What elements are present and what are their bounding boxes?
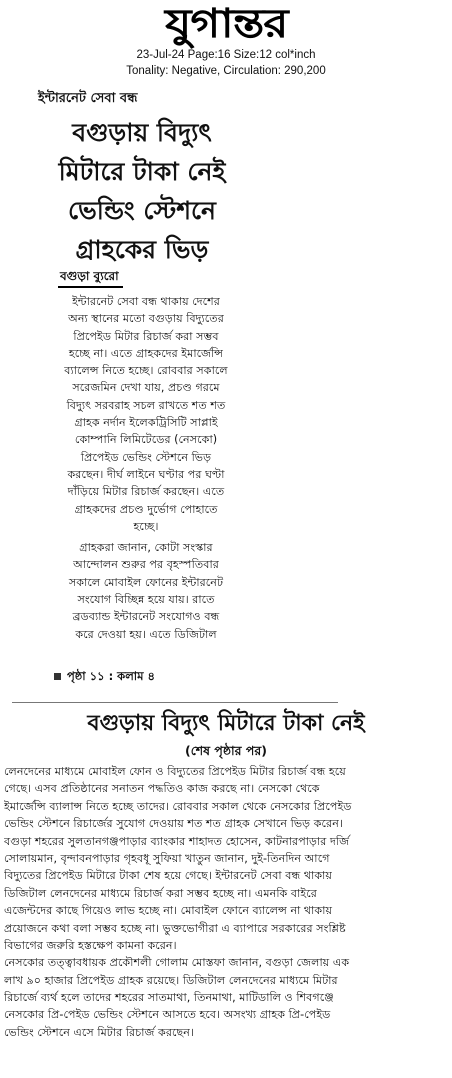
body-line: বিদ্যুৎ সরবরাহ সচল রাখতে শত শত — [66, 398, 226, 412]
body-line: বিভাগের জরুরি হস্তক্ষেপ কামনা করেন। — [4, 938, 177, 952]
continuation-note — [54, 668, 155, 684]
continuation-headline: বগুড়ায় বিদ্যুৎ মিটারে টাকা নেই — [87, 711, 365, 736]
body-line: ইমার্জেন্সি ব্যালান্স নিতে হচ্ছে তাদের। রোববার সকাল থেকে নেসকোর প্রিপেইড — [4, 799, 352, 813]
body-line: গেছে। এসব প্রতিষ্ঠানের সনাতন পদ্ধতিও কাজ করছে না। নেসকো থেকে — [4, 782, 320, 796]
body-line: নেসকোর প্রি-পেইড ভেন্ডিং স্টেশনে আসতে হবে। অসংখ্য গ্রাহক প্রি-পেইড — [4, 1008, 331, 1022]
body-line: প্রিপেইড ভেন্ডিং স্টেশনে ভিড় — [80, 450, 212, 464]
headline-line: গ্রাহকের ভিড় — [75, 235, 209, 264]
article-front-page-clip — [12, 82, 338, 703]
body-line: করছেন। দীর্ঘ লাইনে ঘণ্টার পর ঘণ্টা — [67, 467, 225, 481]
body-line: লাখ ৯০ হাজার প্রিপেইড গ্রাহক রয়েছে। ডিজিটাল লেনদেনের মাধ্যমে মিটার — [4, 973, 338, 987]
body-line: সরেজমিন দেখা যায়, প্রচণ্ড গরমে — [72, 381, 220, 395]
body-line: ব্যালেন্স নিতে হচ্ছে। রোববার সকালে — [64, 364, 228, 378]
body-line: বগুড়া শহরের সুলতানগঞ্জপাড়ার ব্যাংকার শাহাদত হোসেন, কাটনারপাড়ার দর্জি — [4, 834, 350, 848]
body-line: গ্রাহকদের প্রচণ্ড দুর্ভোগ পোহাতে — [74, 502, 218, 516]
body-line: ভেন্ডিং স্টেশনে এসে মিটার রিচার্জ করছেন। — [4, 1025, 194, 1039]
article-continuation-clip — [4, 708, 448, 1041]
body-line: ডিজিটাল লেনদেনের মাধ্যমে রিচার্জ করা সম্ভব হচ্ছে না। এমনকি বাইরে — [4, 886, 317, 900]
clip-meta-line-2: Tonality: Negative, Circulation: 290,200 — [126, 65, 326, 77]
body-line: দাঁড়িয়ে মিটার রিচার্জ করছেন। এতে — [67, 485, 225, 499]
body-line: প্রয়োজনে কথা বলা সম্ভব হচ্ছে না। ভুক্তভোগীরা এ ব্যাপারে সরকারের সংশ্লিষ্ট — [4, 921, 346, 935]
continuation-subhead: (শেষ পৃষ্ঠার পর) — [185, 743, 267, 758]
body-line: হচ্ছে। — [133, 519, 159, 533]
body-line: সংযোগ বিচ্ছিন্ন হয়ে যায়। রাতে — [77, 593, 215, 607]
body-line: অন্য স্থানের মতো বগুড়ায় বিদ্যুতের — [68, 312, 224, 326]
article-body — [18, 293, 274, 643]
article-dateline: বগুড়া ব্যুরো — [58, 268, 123, 288]
body-line: প্রিপেইড মিটার রিচার্জ করা সম্ভব — [73, 329, 219, 343]
body-line: ইন্টারনেট সেবা বন্ধ থাকায় দেশের — [72, 295, 220, 308]
headline-line: ভেন্ডিং স্টেশনে — [68, 196, 216, 225]
body-line: বিদ্যুতের প্রিপেইড মিটারে টাকা শেষ হয়ে গেছে। ইন্টারনেট সেবা বন্ধ থাকায় — [4, 869, 333, 883]
bullet-square-icon — [54, 673, 61, 680]
article-kicker: ইন্টারনেট সেবা বন্ধ — [38, 91, 138, 106]
body-line: আন্দোলন শুরুর পর বৃহস্পতিবার — [73, 558, 219, 572]
body-line: হচ্ছে না। এতে গ্রাহকদের ইমার্জেন্সি — [68, 346, 224, 360]
body-line: সকালে মোবাইল ফোনের ইন্টারনেট — [68, 575, 224, 589]
masthead-logo: যুগান্তর — [164, 0, 288, 47]
body-line: করে দেওয়া হয়। এতে ডিজিটাল — [75, 627, 217, 641]
newspaper-masthead — [0, 2, 452, 46]
body-line: রিচার্জে ব্যর্থ হলে তাদের শহরের সাতমাথা, তিনমাথা, মাটিডালি ও শিবগঞ্জে — [4, 991, 334, 1005]
headline-line: বগুড়ায় বিদ্যুৎ — [72, 118, 212, 147]
body-line: সোলায়মান, বৃন্দাবনপাড়ার গৃহবধূ সুফিয়া খাতুন জানান, দুই-তিনদিন আগে — [4, 851, 330, 865]
body-line: লেনদেনের মাধ্যমে মোবাইল ফোন ও বিদ্যুতের প্রিপেইড মিটার রিচার্জ বন্ধ হয়ে — [4, 765, 346, 778]
continuation-body — [4, 763, 448, 1041]
body-line: এজেন্টদের কাছে গিয়েও লাভ হচ্ছে না। মোবাইল ফোনে ব্যালেন্স না থাকায় — [4, 904, 333, 918]
body-line: কোম্পানি লিমিটেডের (নেসকো) — [74, 433, 218, 447]
headline-line: মিটারে টাকা নেই — [58, 157, 226, 186]
body-line: গ্রাহকরা জানান, কোটা সংস্কার — [79, 541, 213, 555]
continuation-text: পৃষ্ঠা ১১ : কলাম ৪ — [67, 669, 155, 683]
body-line: নেসকোর তত্ত্বাবধায়ক প্রকৌশলী গোলাম মোস্তফা জানান, বগুড়া জেলায় এক — [4, 956, 350, 970]
body-line: ভেন্ডিং স্টেশনে রিচার্জের সুযোগ দেওয়ায় শত শত গ্রাহক সেখানে ভিড় করেন। — [4, 817, 343, 831]
body-line: ব্রডব্যান্ড ইন্টারনেট সংযোগও বন্ধ — [72, 610, 220, 624]
clip-meta-line-1: 23-Jul-24 Page:16 Size:12 col*inch — [136, 49, 316, 61]
body-line: গ্রাহক নর্দান ইলেকট্রিসিটি সাপ্লাই — [74, 416, 218, 430]
